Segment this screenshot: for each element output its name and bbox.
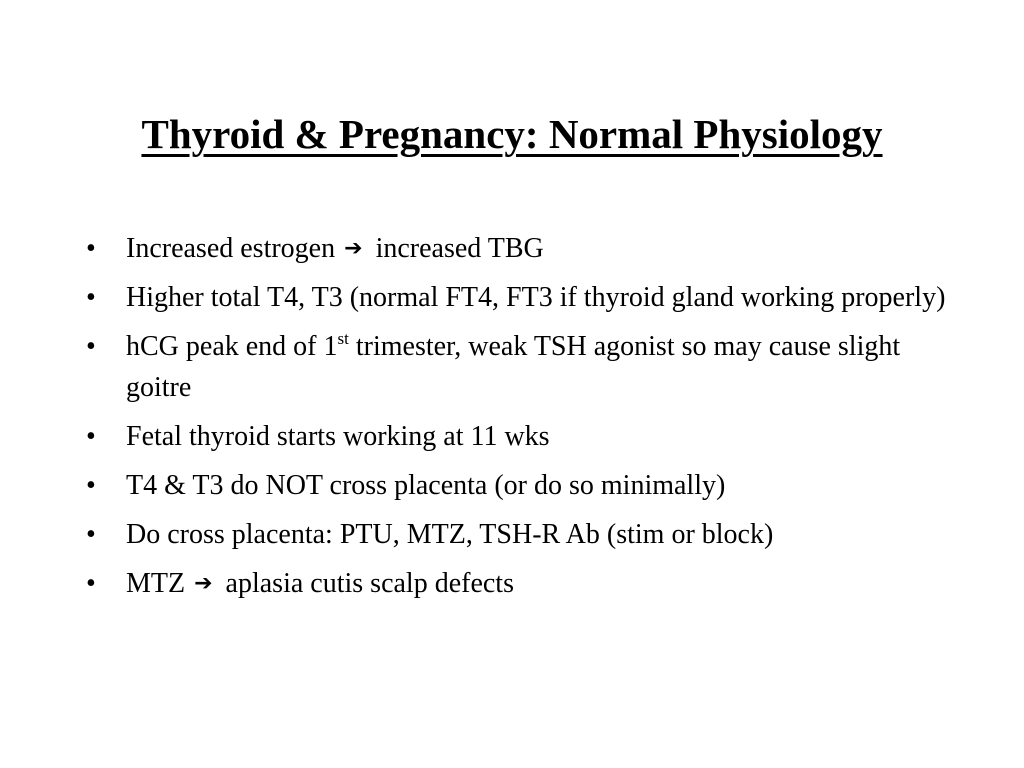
bullet-item-placenta-cross [86,514,946,555]
bullet-marker: • [86,470,96,501]
bullet-marker: • [86,282,96,313]
bullet-text: T4 & T3 do NOT cross placenta (or do so minimally) [126,470,726,501]
bullet-text-before: MTZ [126,568,186,599]
bullet-item-estrogen [86,228,946,269]
bullet-marker: • [86,331,96,362]
bullet-marker: • [86,421,96,452]
right-arrow-icon: ➔ [344,236,363,261]
bullet-marker: • [86,568,96,599]
ordinal-superscript: st [337,329,349,348]
slide-title: Thyroid & Pregnancy: Normal Physiology [141,111,883,157]
bullet-text: Fetal thyroid starts working at 11 wks [126,421,550,452]
bullet-item-total-t4-t3 [86,277,946,318]
bullet-text: Higher total T4, T3 (normal FT4, FT3 if thyroid gland working properly) [126,282,946,313]
bullet-text-after: increased TBG [375,233,544,264]
bullet-item-mtz [86,563,946,604]
bullet-item-fetal-thyroid [86,416,946,457]
bullet-text-before: hCG peak end of 1 [126,331,338,362]
bullet-text-after: aplasia cutis scalp defects [225,568,514,599]
bullet-item-placenta-no-cross [86,465,946,506]
bullet-marker: • [86,519,96,550]
bullet-text: Do cross placenta: PTU, MTZ, TSH-R Ab (stim or block) [126,519,774,550]
right-arrow-icon: ➔ [194,571,213,596]
bullet-text-after: trimester, weak TSH agonist so may cause slight goitre [126,331,901,403]
bullet-text-before: Increased estrogen [126,233,336,264]
bullet-list [86,228,946,612]
bullet-marker: • [86,233,96,264]
bullet-item-hcg-peak [86,326,946,408]
